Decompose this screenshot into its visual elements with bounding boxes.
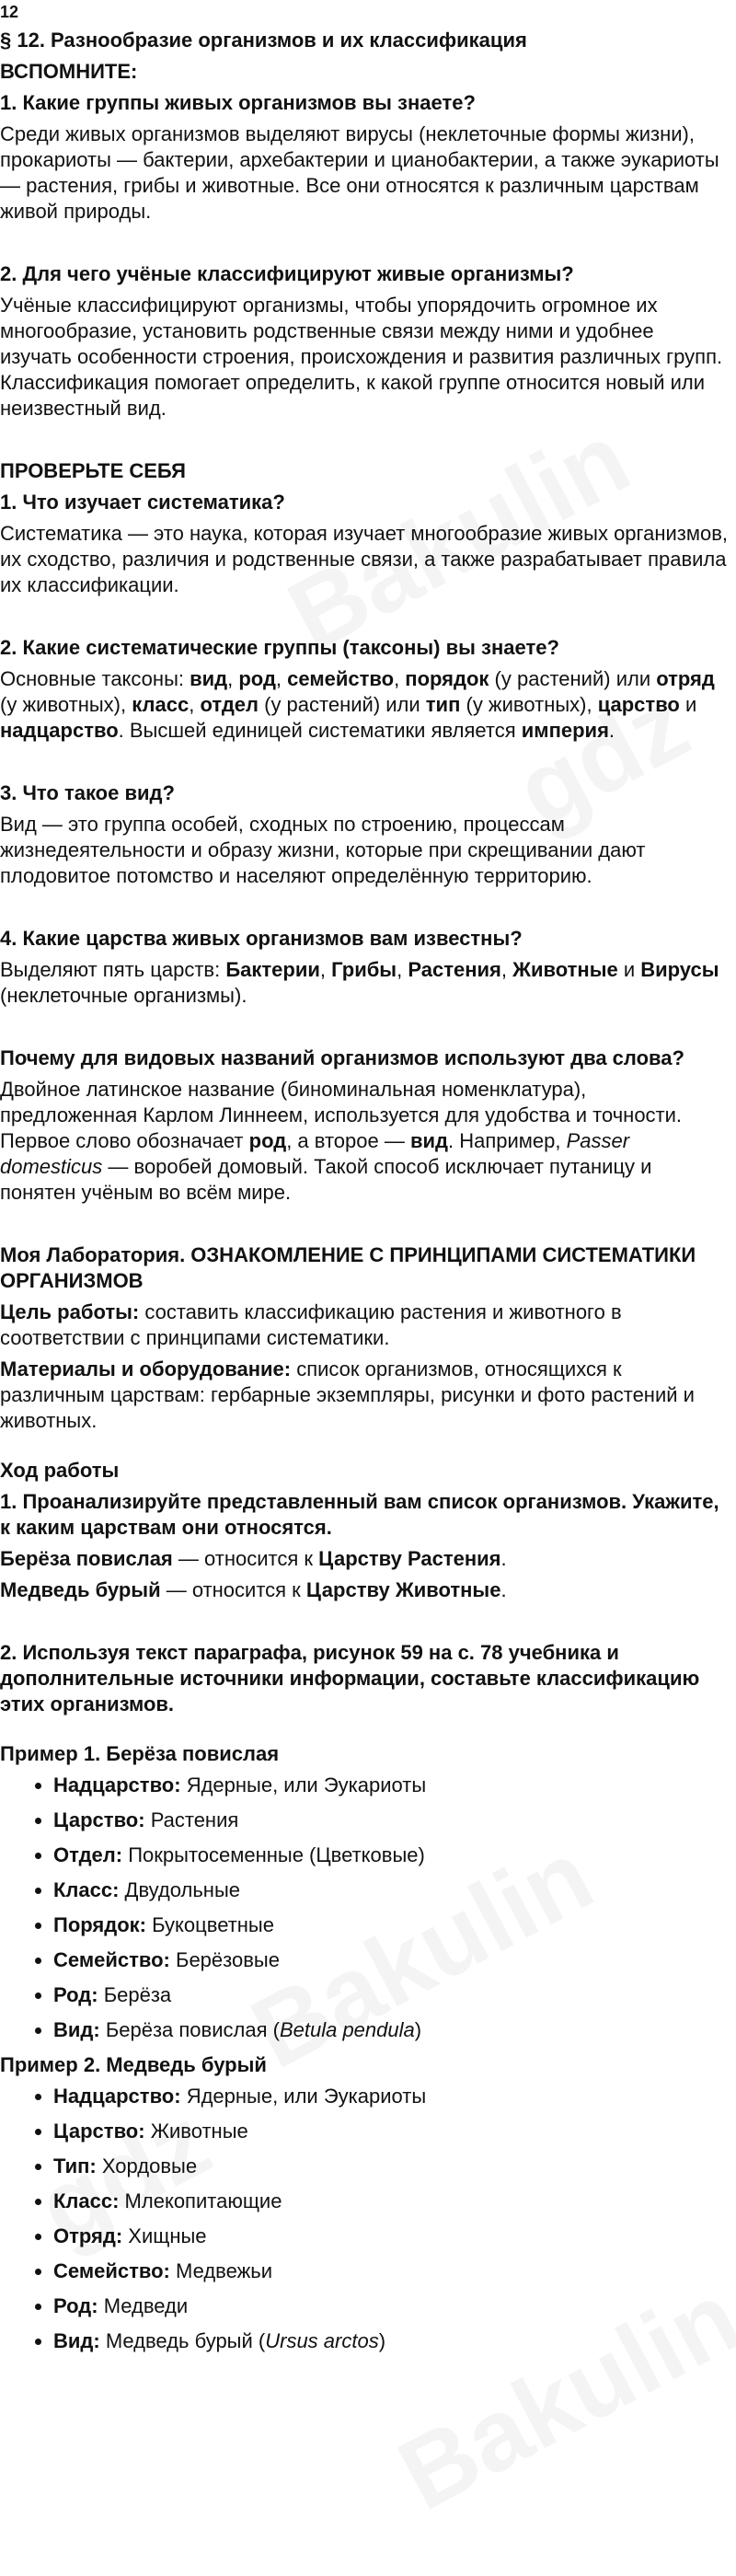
- lab-step-1: 1. Проанализируйте представленный вам список организмов. Укажите, к каким царствам они относятся.: [0, 1490, 719, 1539]
- page-title: § 12. Разнообразие организмов и их классификация: [0, 29, 527, 52]
- list-item: • Надцарство: Ядерные, или Эукариоты: [53, 1773, 729, 1798]
- check-section: [0, 458, 729, 1206]
- check-question-1: 1. Что изучает систематика?: [0, 491, 285, 514]
- lab-goal: Цель работы: составить классификацию растения и животного в соответствии с принципами систематики.: [0, 1300, 622, 1349]
- lab-step-2: 2. Используя текст параграфа, рисунок 59 на с. 78 учебника и дополнительные источники информации, составьте классификацию этих организмов.: [0, 1641, 700, 1715]
- lab-progress-heading: Ход работы: [0, 1459, 120, 1482]
- recall-answer-2: Учёные классифицируют организмы, чтобы упорядочить огромное их многообразие, установить родственные связи между ними и удобнее изучать особенности строения, происхождения и развития различных групп. Классификация помогает определить, к какой группе относится новый или неизвестный вид.: [0, 294, 723, 420]
- check-answer-2: Основные таксоны: вид, род, семейство, порядок (у растений) или отряд (у животных), класс, отдел (у растений) или тип (у животных), царство и надцарство. Высшей единицей систематики является империя.: [0, 667, 715, 742]
- check-answer-1: Систематика — это наука, которая изучает многообразие живых организмов, их сходство, различия и родственные связи, а также разрабатывает правила их классификации.: [0, 522, 729, 596]
- example-1-heading: Пример 1. Берёза повислая: [0, 1742, 280, 1765]
- list-item: • Отдел: Покрытосеменные (Цветковые): [53, 1842, 729, 1868]
- check-question-5: Почему для видовых названий организмов используют два слова?: [0, 1046, 684, 1069]
- list-item: • Вид: Медведь бурый (Ursus arctos): [53, 2328, 729, 2354]
- recall-section: [0, 59, 729, 422]
- list-item: • Надцарство: Ядерные, или Эукариоты: [53, 2084, 729, 2109]
- check-answer-5: Двойное латинское название (биноминальная номенклатура), предложенная Карлом Линнеем, используется для удобства и точности. Первое слово обозначает род, а второе — вид. Например, Passer domesticus — воробей домовый. Такой способ исключает путаницу и понятен учёным во всём мире.: [0, 1078, 683, 1204]
- list-item: • Царство: Животные: [53, 2119, 729, 2144]
- check-question-4: 4. Какие царства живых организмов вам известны?: [0, 927, 523, 950]
- check-answer-3: Вид — это группа особей, сходных по строению, процессам жизнедеятельности и образу жизни, которые при скрещивании дают плодовитое потомство и населяют определённую территорию.: [0, 813, 646, 887]
- list-item: • Класс: Млекопитающие: [53, 2189, 729, 2214]
- list-item: • Царство: Растения: [53, 1808, 729, 1833]
- example-1-list: [0, 1773, 729, 2043]
- list-item: • Класс: Двудольные: [53, 1877, 729, 1903]
- list-item: • Порядок: Букоцветные: [53, 1912, 729, 1938]
- lab-step-1-answer-bear: Медведь бурый — относится к Царству Животные.: [0, 1578, 507, 1601]
- list-item: • Семейство: Берёзовые: [53, 1947, 729, 1973]
- check-question-2: 2. Какие систематические группы (таксоны) вы знаете?: [0, 636, 559, 659]
- lab-materials: Материалы и оборудование: список организмов, относящихся к различным царствам: гербарные экземпляры, рисунки и фото растений и животных.: [0, 1357, 695, 1432]
- check-question-3: 3. Что такое вид?: [0, 781, 175, 804]
- lab-step-1-answer-birch: Берёза повислая — относится к Царству Растения.: [0, 1547, 507, 1570]
- page-number: 12: [0, 3, 19, 21]
- recall-question-2: 2. Для чего учёные классифицируют живые организмы?: [0, 262, 574, 285]
- lab-title: Моя Лаборатория. ОЗНАКОМЛЕНИЕ С ПРИНЦИПАМИ СИСТЕМАТИКИ ОРГАНИЗМОВ: [0, 1243, 696, 1292]
- recall-question-1: 1. Какие группы живых организмов вы знаете?: [0, 91, 476, 114]
- recall-heading: ВСПОМНИТЕ:: [0, 60, 138, 83]
- list-item: • Род: Медведи: [53, 2293, 729, 2319]
- example-2-list: [0, 2084, 729, 2354]
- list-item: • Род: Берёза: [53, 1982, 729, 2008]
- example-2-heading: Пример 2. Медведь бурый: [0, 2053, 267, 2076]
- recall-answer-1: Среди живых организмов выделяют вирусы (неклеточные формы жизни), прокариоты — бактерии, архебактерии и цианобактерии, а также эукариоты — растения, грибы и животные. Все они относятся к различным царствам живой природы.: [0, 122, 719, 223]
- lab-section: [0, 1242, 729, 2354]
- check-heading: ПРОВЕРЬТЕ СЕБЯ: [0, 459, 186, 482]
- list-item: • Вид: Берёза повислая (Betula pendula): [53, 2017, 729, 2043]
- list-item: • Тип: Хордовые: [53, 2154, 729, 2179]
- list-item: • Семейство: Медвежьи: [53, 2258, 729, 2284]
- check-answer-4: Выделяют пять царств: Бактерии, Грибы, Растения, Животные и Вирусы (неклеточные организмы).: [0, 958, 719, 1007]
- list-item: • Отряд: Хищные: [53, 2224, 729, 2249]
